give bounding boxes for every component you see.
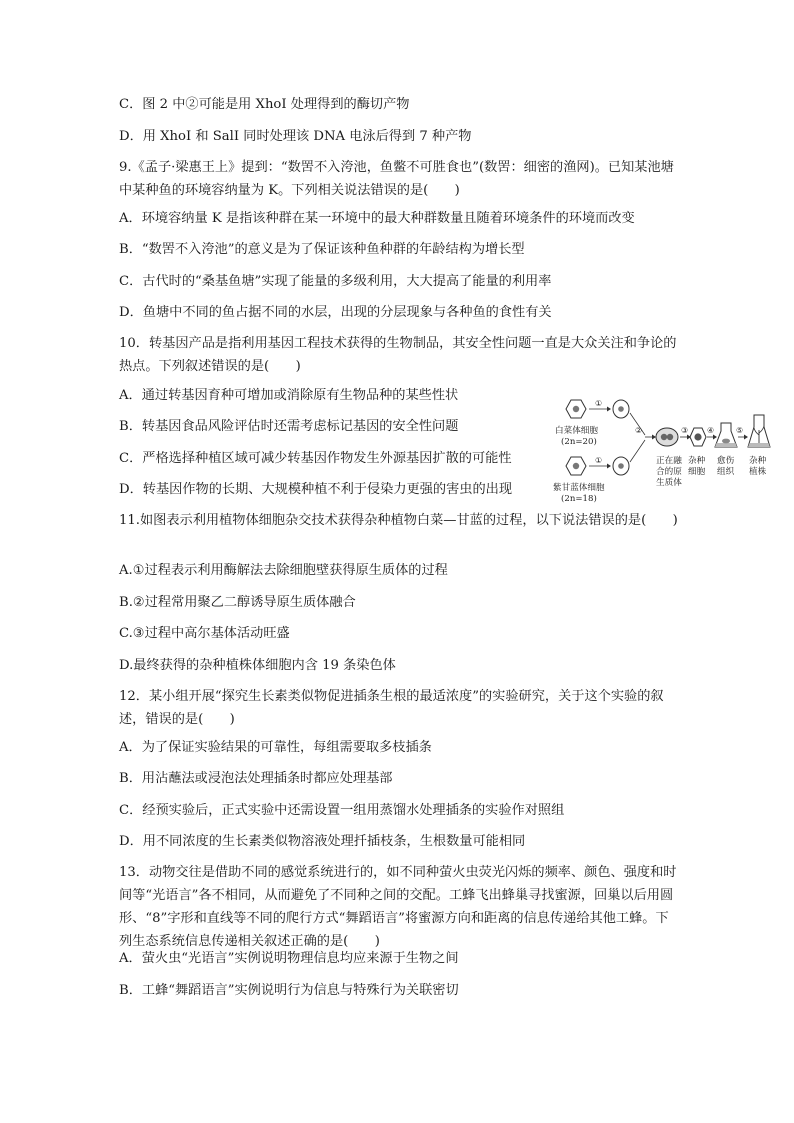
q8-option-c: C．图 2 中②可能是用 XhoI 处理得到的酶切产物: [119, 97, 410, 112]
somatic-hybridization-diagram: [553, 397, 773, 509]
q13-option-b: B．工蜂“舞蹈语言”实例说明行为信息与特殊行为关联密切: [119, 983, 459, 998]
cabbage-chromosome-label: (2n=20): [561, 437, 597, 447]
step3-label: ③: [681, 426, 689, 435]
step1-top-label: ①: [595, 399, 603, 408]
hybrid-label-1: 杂种: [688, 456, 706, 466]
cabbage-nucleus-icon: [573, 406, 579, 412]
q9-option-a: A．环境容纳量 K 是指该种群在某一环境中的最大种群数量且随着环境条件的环境而改变: [119, 211, 635, 226]
q8-option-d: D．用 XhoI 和 SalI 同时处理该 DNA 电泳后得到 7 种产物: [119, 129, 472, 144]
q11-option-a: A.①过程表示利用酶解法去除细胞壁获得原生质体的过程: [119, 563, 448, 578]
q9-option-c: C．古代时的“桑基鱼塘”实现了能量的多级利用，大大提高了能量的利用率: [119, 274, 552, 289]
fusing-label-2: 合的原: [656, 467, 682, 477]
kale-nucleus-icon: [573, 463, 579, 469]
q10-option-d: D．转基因作物的长期、大规模种植不利于侵染力更强的害虫的出现: [119, 482, 513, 497]
q12-option-d: D．用不同浓度的生长素类似物溶液处理扦插枝条，生根数量可能相同: [119, 834, 526, 849]
callus-label-1: 愈伤: [717, 456, 735, 466]
q13-stem: 13．动物交往是借助不同的感觉系统进行的，如不同种萤火虫荧光闪烁的频率、颜色、强度和时间等“光语言”各不相同，从而避免了不同种之间的交配。工蜂飞出蜂巢寻找蜜源，回巢以后用圆形、“8”字形和直线等不同的爬行方式“舞蹈语言”将蜜源方向和距离的信息传递给其他工蜂。下列生态系统信息传递相关叙述正确的是( ): [119, 865, 677, 949]
q11-option-c: C.③过程中高尔基体活动旺盛: [119, 626, 290, 641]
q12-option-b: B．用沾蘸法或浸泡法处理插条时都应处理基部: [119, 771, 393, 786]
q12-option-a: A．为了保证实验结果的可靠性，每组需要取多枝插条: [119, 740, 432, 755]
step2-label: ②: [635, 426, 643, 435]
step1-bottom-label: ①: [595, 456, 603, 465]
cabbage-cell-label: 白菜体细胞: [555, 426, 598, 436]
q10-option-c: C．严格选择种植区域可减少转基因作物发生外源基因扩散的可能性: [119, 451, 512, 466]
q10-option-a: A．通过转基因育种可增加或消除原有生物品种的某些性状: [119, 388, 459, 403]
q11-option-d: D.最终获得的杂种植株体细胞内含 19 条染色体: [119, 658, 396, 673]
plant-label-2: 植株: [749, 467, 767, 477]
q11-stem: 11.如图表示利用植物体细胞杂交技术获得杂种植物白菜—甘蓝的过程，以下说法错误的是( ): [119, 513, 678, 528]
q13-option-a: A．萤火虫“光语言”实例说明物理信息均应来源于生物之间: [119, 951, 459, 966]
fusing-label-1: 正在融: [656, 456, 682, 466]
q9-stem: 9.《孟子·梁惠王上》提到：“数罟不入洿池，鱼鳖不可胜食也”(数罟：细密的渔网)。已知某池塘中某种鱼的环境容纳量为 K。下列相关说法错误的是( ): [119, 160, 674, 198]
plant-label-1: 杂种: [749, 456, 767, 466]
q12-option-c: C．经预实验后，正式实验中还需设置一组用蒸馏水处理插条的实验作对照组: [119, 803, 565, 818]
fusing-label-3: 生质体: [656, 478, 682, 488]
step4-label: ④: [707, 426, 715, 435]
hybrid-label-2: 细胞: [688, 467, 706, 477]
q11-option-b: B.②过程常用聚乙二醇诱导原生质体融合: [119, 595, 356, 610]
q10-stem: 10．转基因产品是指利用基因工程技术获得的生物制品，其安全性问题一直是大众关注和争论的热点。下列叙述错误的是( ): [119, 336, 677, 374]
q12-stem: 12．某小组开展“探究生长素类似物促进插条生根的最适浓度”的实验研究，关于这个实验的叙述，错误的是( ): [119, 689, 664, 727]
q9-option-d: D．鱼塘中不同的鱼占据不同的水层，出现的分层现象与各种鱼的食性有关: [119, 305, 552, 320]
kale-chromosome-label: (2n=18): [561, 494, 597, 504]
q9-option-b: B．“数罟不入洿池”的意义是为了保证该种鱼种群的年龄结构为增长型: [119, 242, 525, 257]
callus-label-2: 组织: [717, 467, 735, 477]
kale-cell-label: 紫甘蓝体细胞: [553, 483, 605, 493]
step5-label: ⑤: [736, 426, 744, 435]
q10-option-b: B．转基因食品风险评估时还需考虑标记基因的安全性问题: [119, 419, 459, 434]
